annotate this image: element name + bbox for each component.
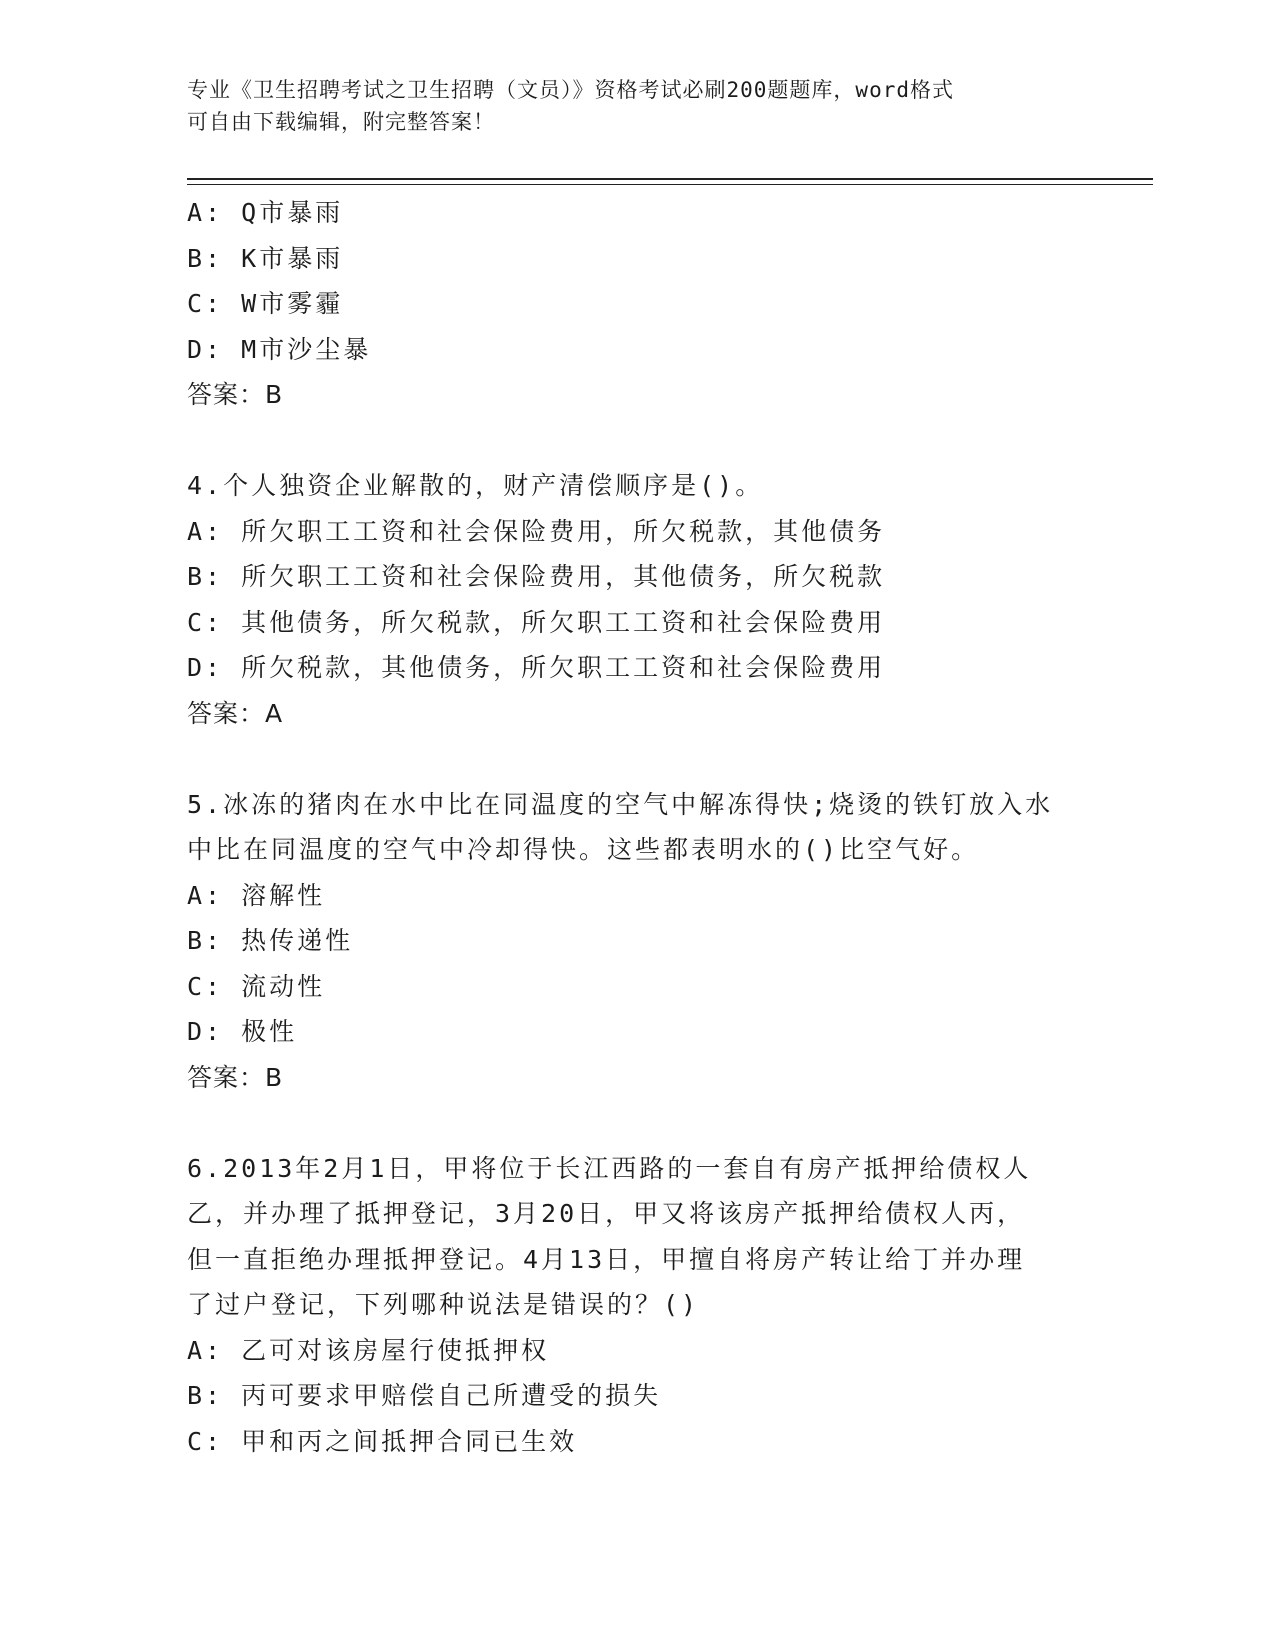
option-d: D: 所欠税款，其他债务，所欠职工工资和社会保险费用 (187, 653, 886, 682)
question-text-line-1: 6.2013年2月1日，甲将位于长江西路的一套自有房产抵押给债权人 (187, 1153, 1032, 1183)
question-3-block (187, 190, 1067, 418)
option-c: C: W市雾霾 (187, 289, 344, 318)
header-divider-thin (187, 184, 1153, 185)
option-c: C: 甲和丙之间抵押合同已生效 (187, 1426, 578, 1456)
question-4-block (187, 463, 1067, 736)
question-text-line-2: 乙，并办理了抵押登记，3月20日，甲又将该房产抵押给债权人丙， (187, 1199, 1026, 1228)
header-title-line-2: 可自由下载编辑，附完整答案！ (187, 110, 495, 134)
answer-line: 答案：B (187, 1062, 284, 1092)
option-b: B: 丙可要求甲赔偿自己所遭受的损失 (187, 1381, 662, 1410)
option-a: A: 乙可对该房屋行使抵押权 (187, 1335, 550, 1365)
spacer (187, 418, 1067, 464)
spacer (187, 1100, 1067, 1146)
option-a: A: Q市暴雨 (187, 198, 344, 227)
option-a: A: 溶解性 (187, 880, 326, 910)
option-d: D: 极性 (187, 1017, 298, 1046)
answer-line: 答案：A (187, 698, 284, 728)
question-text-line-2: 中比在同温度的空气中冷却得快。这些都表明水的()比空气好。 (187, 835, 980, 864)
question-text-line-4: 了过户登记，下列哪种说法是错误的？() (187, 1290, 700, 1319)
answer-line: 答案：B (187, 380, 284, 409)
spacer (187, 736, 1067, 782)
option-b: B: K市暴雨 (187, 243, 344, 273)
option-a: A: 所欠职工工资和社会保险费用，所欠税款，其他债务 (187, 516, 886, 546)
document-header (187, 74, 1047, 138)
question-6-block (187, 1146, 1067, 1465)
question-text: 4.个人独资企业解散的，财产清偿顺序是()。 (187, 471, 764, 500)
option-c: C: 其他债务，所欠税款，所欠职工工资和社会保险费用 (187, 607, 886, 637)
header-divider-thick (187, 178, 1153, 180)
question-content (187, 190, 1067, 1464)
question-text-line-3: 但一直拒绝办理抵押登记。4月13日，甲擅自将房产转让给丁并办理 (187, 1244, 1026, 1274)
option-b: B: 热传递性 (187, 926, 354, 955)
question-text-line-1: 5.冰冻的猪肉在水中比在同温度的空气中解冻得快;烧烫的铁钉放入水 (187, 789, 1054, 819)
question-5-block (187, 782, 1067, 1101)
option-c: C: 流动性 (187, 971, 326, 1001)
header-title-line-1: 专业《卫生招聘考试之卫生招聘（文员）》资格考试必刷200题题库，word格式 (187, 78, 954, 102)
option-b: B: 所欠职工工资和社会保险费用，其他债务，所欠税款 (187, 562, 886, 591)
option-d: D: M市沙尘暴 (187, 334, 372, 364)
